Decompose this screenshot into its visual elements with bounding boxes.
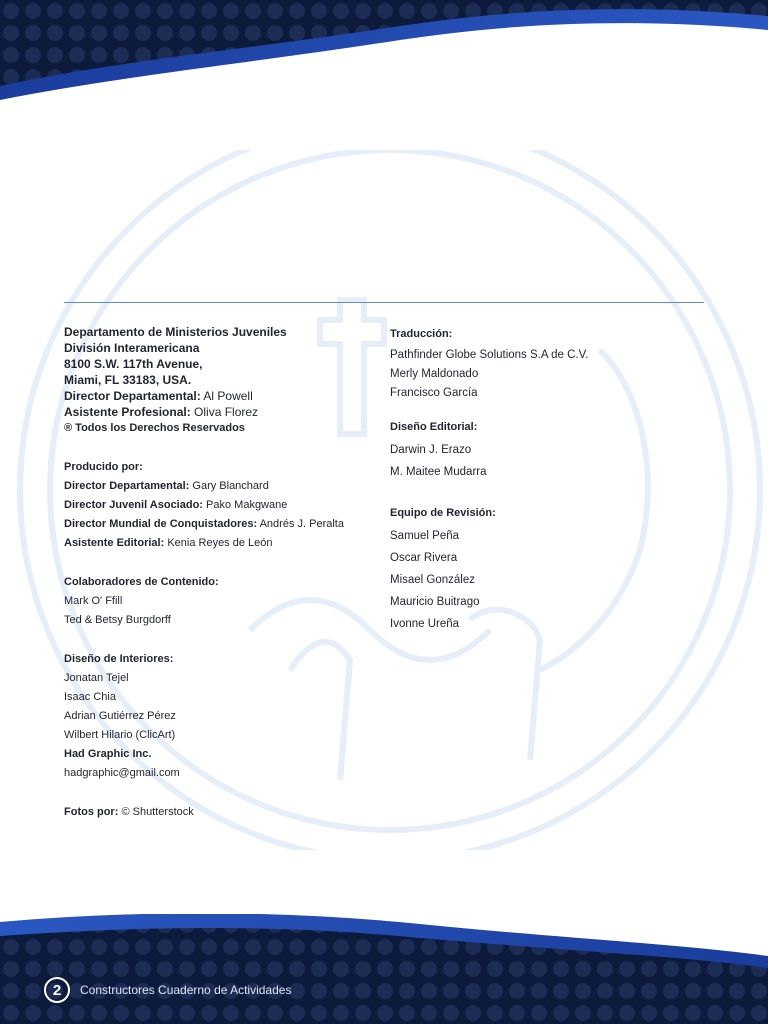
department-director: Director Departamental: Al Powell xyxy=(64,389,253,403)
bottom-decorative-band xyxy=(0,914,768,1024)
department-name: Departamento de Ministerios Juveniles xyxy=(64,325,287,339)
reviewer-name: Misael González xyxy=(390,574,476,586)
rights-reserved: ® Todos los Derechos Reservados xyxy=(64,422,245,434)
reviewer-name: Ivonne Ureña xyxy=(390,618,460,630)
reviewer-name: Oscar Rivera xyxy=(390,552,458,564)
editorial-design-section xyxy=(390,417,710,483)
translation-heading: Traducción: xyxy=(390,328,453,340)
credit-row: Director Mundial de Conquistadores: Andrés J. Peralta xyxy=(64,518,344,530)
review-team-heading: Equipo de Revisión: xyxy=(390,507,496,519)
editorial-design-heading: Diseño Editorial: xyxy=(390,421,478,433)
department-block xyxy=(64,324,374,436)
designer-name: Jonatan Tejel xyxy=(64,672,129,684)
division-name: División Interamericana xyxy=(64,341,200,355)
interior-design-section xyxy=(64,650,374,783)
design-company: Had Graphic Inc. xyxy=(64,748,152,760)
page-number: 2 xyxy=(44,977,70,1003)
designer-name: Isaac Chia xyxy=(64,691,116,703)
translator-name: Pathfinder Globe Solutions S.A de C.V. xyxy=(390,349,589,361)
page-footer xyxy=(44,977,291,1003)
credits-left-column xyxy=(64,324,374,822)
contributor-name: Ted & Betsy Burgdorff xyxy=(64,614,171,626)
top-decorative-band xyxy=(0,0,768,110)
designer-name: Adrian Gutiérrez Pérez xyxy=(64,710,176,722)
footer-title: Constructores Cuaderno de Actividades xyxy=(80,983,292,997)
professional-assistant: Asistente Profesional: Oliva Florez xyxy=(64,405,259,419)
produced-by-heading: Producido por: xyxy=(64,461,143,473)
credit-row: Asistente Editorial: Kenia Reyes de León xyxy=(64,537,273,549)
divider-line xyxy=(64,302,704,303)
photos-credit: Fotos por: © Shutterstock xyxy=(64,806,194,818)
translator-name: Merly Maldonado xyxy=(390,368,479,380)
translation-section xyxy=(390,324,710,403)
interior-design-heading: Diseño de Interiores: xyxy=(64,653,174,665)
contributor-name: Mark O' Ffill xyxy=(64,595,123,607)
credit-row: Director Departamental: Gary Blanchard xyxy=(64,480,269,492)
editorial-designer-name: M. Maitee Mudarra xyxy=(390,466,487,478)
credits-right-column xyxy=(390,324,710,645)
contributors-heading: Colaboradores de Contenido: xyxy=(64,576,219,588)
reviewer-name: Mauricio Buitrago xyxy=(390,596,480,608)
design-email: hadgraphic@gmail.com xyxy=(64,767,180,779)
address-city: Miami, FL 33183, USA. xyxy=(64,373,192,387)
editorial-designer-name: Darwin J. Erazo xyxy=(390,444,472,456)
credit-row: Director Juvenil Asociado: Pako Makgwane xyxy=(64,499,288,511)
review-team-section xyxy=(390,503,710,635)
designer-name: Wilbert Hilario (ClicArt) xyxy=(64,729,176,741)
translator-name: Francisco García xyxy=(390,387,478,399)
produced-by-section xyxy=(64,458,374,553)
reviewer-name: Samuel Peña xyxy=(390,530,460,542)
contributors-section xyxy=(64,573,374,630)
address-street: 8100 S.W. 117th Avenue, xyxy=(64,357,203,371)
